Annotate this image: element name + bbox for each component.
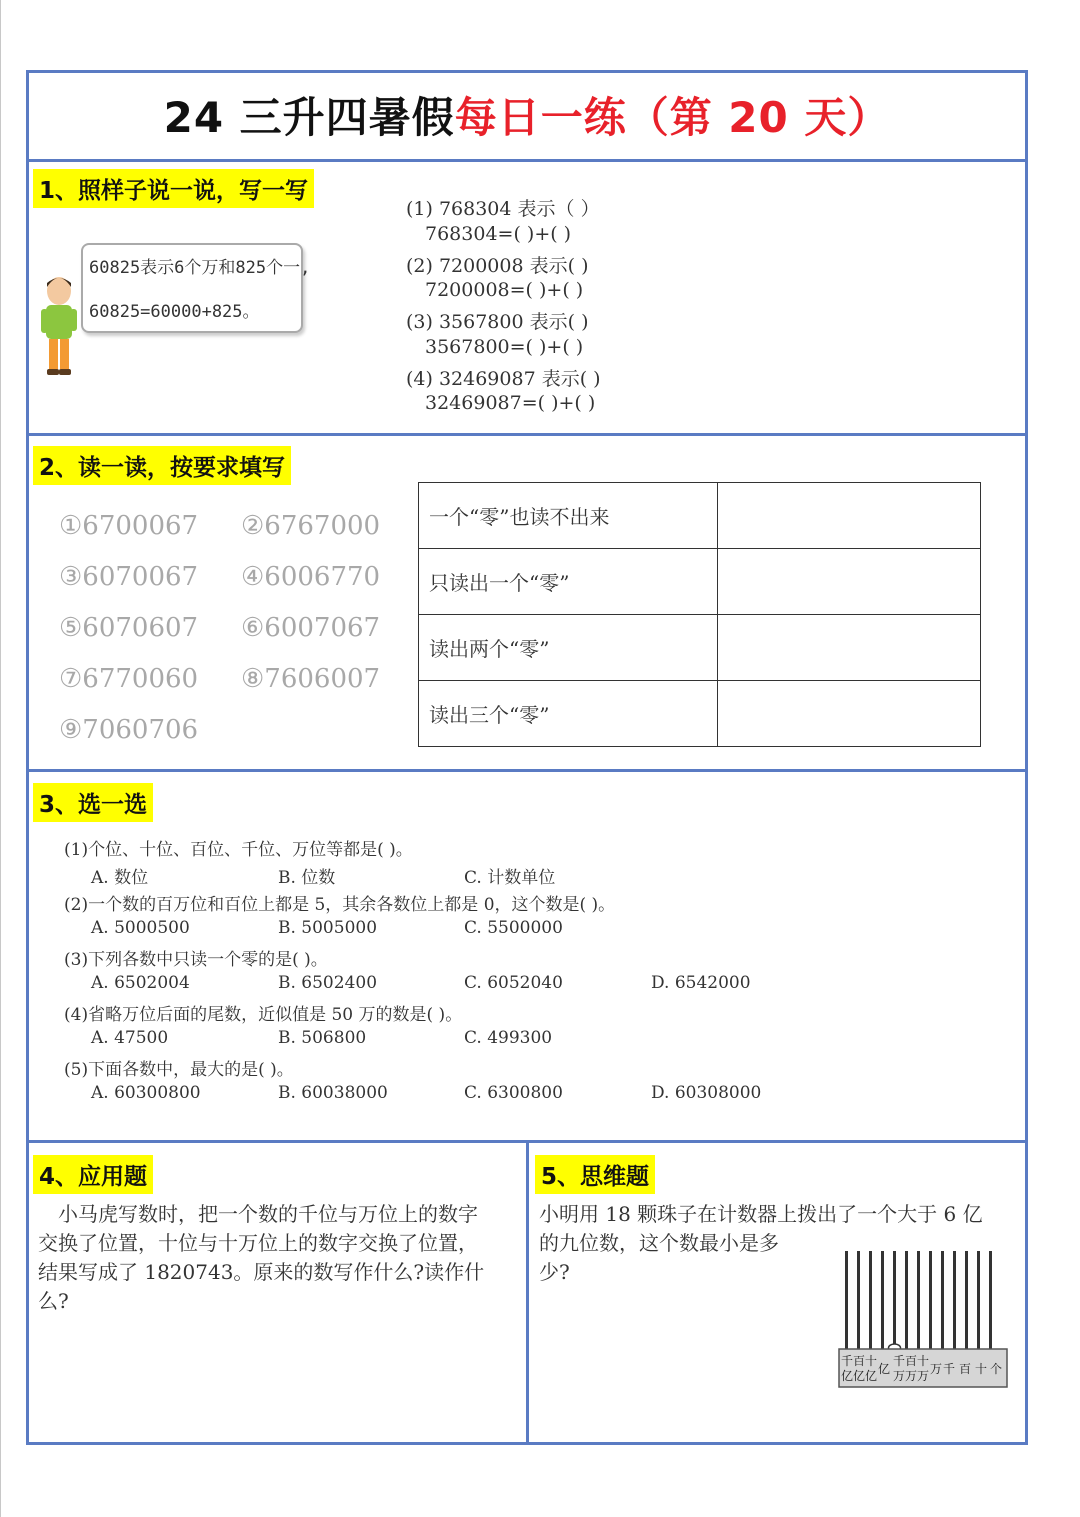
option-a: A. 47500 [91, 1028, 169, 1048]
option-c: C. 5500000 [464, 918, 563, 938]
option-d: D. 6542000 [651, 973, 751, 993]
table-row-label: 读出两个“零” [419, 615, 718, 681]
worksheet-title [29, 85, 1025, 145]
option-d: D. 60308000 [651, 1083, 762, 1103]
problem-line: 小马虎写数时，把一个数的千位与万位上的数字 [38, 1202, 478, 1226]
number-item: ⑤6070607 [59, 613, 199, 643]
number-item: ⑥6007067 [241, 613, 381, 643]
option-b: B. 位数 [278, 868, 336, 888]
exercise-line: 768304=( )+( ) [425, 223, 572, 245]
option-c: C. 6052040 [464, 973, 563, 993]
abacus-label: 千 [943, 1362, 956, 1376]
option-b: B. 6502400 [278, 973, 378, 993]
table-row-label: 一个“零”也读不出来 [419, 483, 718, 549]
abacus-label: 千 [841, 1354, 854, 1368]
abacus-label: 亿 [878, 1362, 891, 1376]
number-item: ⑧7606007 [241, 664, 381, 694]
question-text: (4)省略万位后面的尾数，近似值是 50 万的数是( )。 [64, 1005, 463, 1025]
divider-section4-5 [526, 1143, 529, 1442]
section3-heading: 3、选一选 [33, 783, 153, 822]
title-red-part: 每日一练（第 20 天） [454, 93, 891, 142]
abacus-label: 万 [905, 1369, 918, 1383]
divider-title [29, 159, 1025, 162]
problem-line: 小明用 18 颗珠子在计数器上拨出了一个大于 6 亿 [539, 1202, 983, 1226]
option-a: A. 6502004 [91, 973, 190, 993]
example-speech-bubble [81, 243, 311, 333]
number-item: ⑦6770060 [59, 664, 199, 694]
problem-line: 少? [539, 1260, 570, 1284]
boy-illustration [39, 273, 79, 383]
option-c: C. 6300800 [464, 1083, 563, 1103]
abacus-label: 百 [853, 1354, 866, 1368]
section1-heading: 1、照样子说一说，写一写 [33, 169, 314, 208]
word-problem-text [38, 1200, 523, 1316]
question-text: (5)下面各数中，最大的是( )。 [64, 1060, 294, 1080]
abacus-label: 百 [959, 1362, 972, 1376]
exercise-line: (2) 7200008 表示( ) [406, 255, 589, 277]
abacus-label: 亿 [865, 1369, 878, 1383]
abacus-label: 亿 [853, 1369, 866, 1383]
exercise-line: (3) 3567800 表示( ) [406, 311, 589, 333]
answer-cell[interactable] [718, 615, 981, 681]
abacus-label: 千 [893, 1354, 906, 1368]
abacus-counter-illustration [837, 1249, 1009, 1389]
number-item: ④6006770 [241, 562, 381, 592]
question-text: (1)个位、十位、百位、千位、万位等都是( )。 [64, 840, 413, 860]
option-b: B. 60038000 [278, 1083, 388, 1103]
abacus-label: 十 [865, 1354, 878, 1368]
number-item: ③6070067 [59, 562, 199, 592]
exercise-line: (1) 768304 表示（ ） [406, 198, 600, 220]
number-item: ⑨7060706 [59, 715, 199, 745]
abacus-label: 万 [893, 1369, 906, 1383]
divider-section1 [29, 433, 1025, 436]
problem-line: 么? [38, 1289, 69, 1313]
option-c: C. 计数单位 [464, 868, 556, 888]
table-row-label: 只读出一个“零” [419, 549, 718, 615]
exercise-line: 32469087=( )+( ) [425, 392, 596, 414]
option-a: A. 5000500 [91, 918, 190, 938]
option-b: B. 5005000 [278, 918, 378, 938]
exercise-line: 7200008=( )+( ) [425, 279, 584, 301]
example-line-1: 60825表示6个万和825个一, [89, 258, 311, 278]
abacus-label: 亿 [841, 1369, 854, 1383]
exercise-line: 3567800=( )+( ) [425, 336, 584, 358]
table-row-label: 读出三个“零” [419, 681, 718, 747]
number-item: ①6700067 [59, 511, 199, 541]
table-row [419, 681, 981, 747]
table-row [419, 549, 981, 615]
divider-section2 [29, 769, 1025, 772]
abacus-label: 十 [917, 1354, 930, 1368]
number-item: ②6767000 [241, 511, 381, 541]
section5-heading: 5、思维题 [535, 1155, 655, 1194]
abacus-label: 十 [975, 1362, 988, 1376]
worksheet-frame [26, 70, 1028, 1445]
page-edge-line [0, 0, 1, 1517]
abacus-label: 万 [930, 1362, 943, 1376]
title-black-part: 24 三升四暑假 [163, 93, 455, 142]
option-b: B. 506800 [278, 1028, 367, 1048]
problem-line: 结果写成了 1820743。原来的数写作什么?读作什 [38, 1260, 485, 1284]
option-a: A. 60300800 [91, 1083, 201, 1103]
exercise-line: (4) 32469087 表示( ) [406, 368, 601, 390]
option-a: A. 数位 [91, 868, 149, 888]
option-c: C. 499300 [464, 1028, 553, 1048]
section2-heading: 2、读一读，按要求填写 [33, 446, 291, 485]
example-line-2: 60825=60000+825。 [89, 302, 260, 322]
answer-cell[interactable] [718, 681, 981, 747]
answer-cell[interactable] [718, 549, 981, 615]
abacus-rods [845, 1251, 992, 1351]
answer-cell[interactable] [718, 483, 981, 549]
problem-line: 交换了位置，十位与十万位上的数字交换了位置， [38, 1231, 478, 1255]
abacus-label: 个 [990, 1362, 1003, 1376]
problem-line: 的九位数，这个数最小是多 [539, 1231, 779, 1255]
table-row [419, 615, 981, 681]
abacus-label: 万 [917, 1369, 930, 1383]
section4-heading: 4、应用题 [33, 1155, 153, 1194]
question-text: (3)下列各数中只读一个零的是( )。 [64, 950, 328, 970]
question-text: (2)一个数的百万位和百位上都是 5，其余各数位上都是 0，这个数是( )。 [64, 895, 616, 915]
abacus-label: 百 [905, 1354, 918, 1368]
classification-table [418, 482, 981, 747]
table-row [419, 483, 981, 549]
